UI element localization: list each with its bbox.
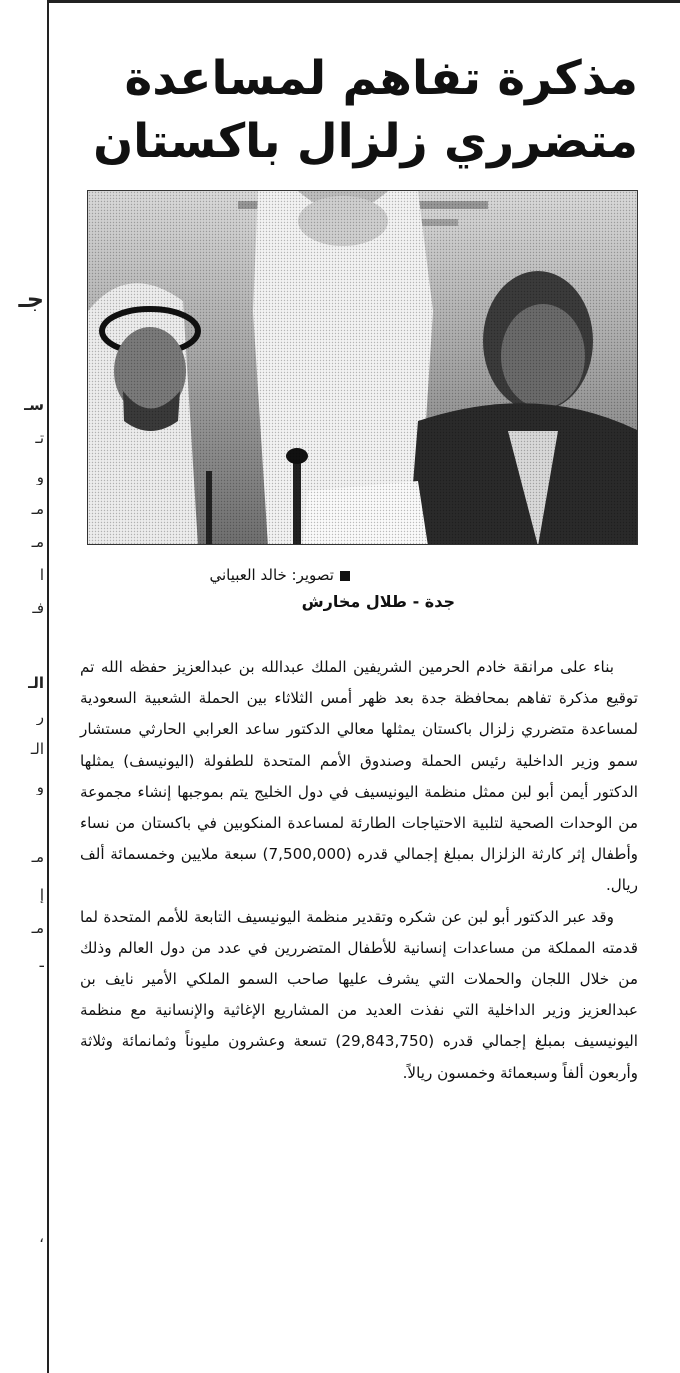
headline-line-1: مذكرة تفاهم لمساعدة [124, 51, 638, 106]
left-fragment: سـ [24, 398, 44, 413]
left-fragment: و [36, 780, 44, 795]
headline-line-2: متضرري زلزال باكستان [93, 114, 638, 169]
left-fragment: مـ [31, 535, 44, 550]
left-fragment: إ [39, 888, 44, 903]
byline: جدة - طلال مخارش [301, 592, 455, 611]
caption-square-icon [340, 571, 350, 581]
article-body [80, 652, 638, 1089]
left-fragment: جـ [18, 287, 44, 311]
left-fragment: ـ [39, 955, 44, 970]
left-fragment: تـ [35, 431, 44, 446]
column-rule [47, 0, 49, 1373]
photo-caption-text: تصوير: خالد العبياني [209, 566, 334, 584]
article-paragraph: بناء على مرانقة خادم الحرمين الشريفين الملك عبدالله بن عبدالعزيز حفظه الله تم توقيع مذكرة تفاهم بمحافظة جدة بعد ظهر أمس الثلاثاء بين الحملة الشعبية السعودية لمساعدة متضرري زلزال باكستان يمثلها معالي الدكتور ساعد العرابي الحارثي مستشار سمو وزير الداخلية رئيس الحملة وصندوق الأمم المتحدة للطفولة (اليونيسف) يمثلها الدكتور أيمن أبو لبن ممثل منظمة اليونيسيف في دول الخليج يتم بموجبها إنشاء مجموعة من الوحدات الصحية لتلبية الاحتياجات الطارئة لمساعدة المنكوبين في باكستان من نساء وأطفال إثر كارثة الزلزال بمبلغ إجمالي قدره (7,500,000) سبعة ملايين وخمسمائة ألف ريال. [80, 658, 639, 895]
left-fragment: و [36, 470, 44, 485]
left-fragment: الـ [28, 676, 44, 691]
left-fragment: ر [36, 710, 44, 725]
left-fragment: ا [39, 568, 44, 583]
left-fragment: ، [39, 1230, 44, 1245]
left-fragment: فـ [32, 601, 44, 616]
top-rule [47, 0, 680, 3]
left-fragment: مـ [31, 850, 44, 865]
left-fragment: مـ [31, 502, 44, 517]
left-fragment: مـ [31, 921, 44, 936]
news-photo [87, 190, 638, 545]
article-paragraph: وقد عبر الدكتور أبو لبن عن شكره وتقدير منظمة اليونيسيف التابعة للأمم المتحدة لما قدمته المملكة من مساعدات إنسانية للأطفال المتضررين في عدد من دول العالم وذلك من خلال اللجان والحملات التي يشرف عليها صاحب السمو الملكي الأمير نايف بن عبدالعزيز وزير الداخلية التي نفذت العديد من المشاريع الإغاثية والإنسانية مع منظمة اليونيسيف بمبلغ إجمالي قدره (29,843,750) تسعة وعشرون مليوناً وثمانمائة وثلاثة وأربعون ألفاً وسبعمائة وخمسون ريالاً. [80, 907, 638, 1082]
left-fragment: الـ [30, 742, 44, 757]
photo-caption [209, 566, 350, 584]
